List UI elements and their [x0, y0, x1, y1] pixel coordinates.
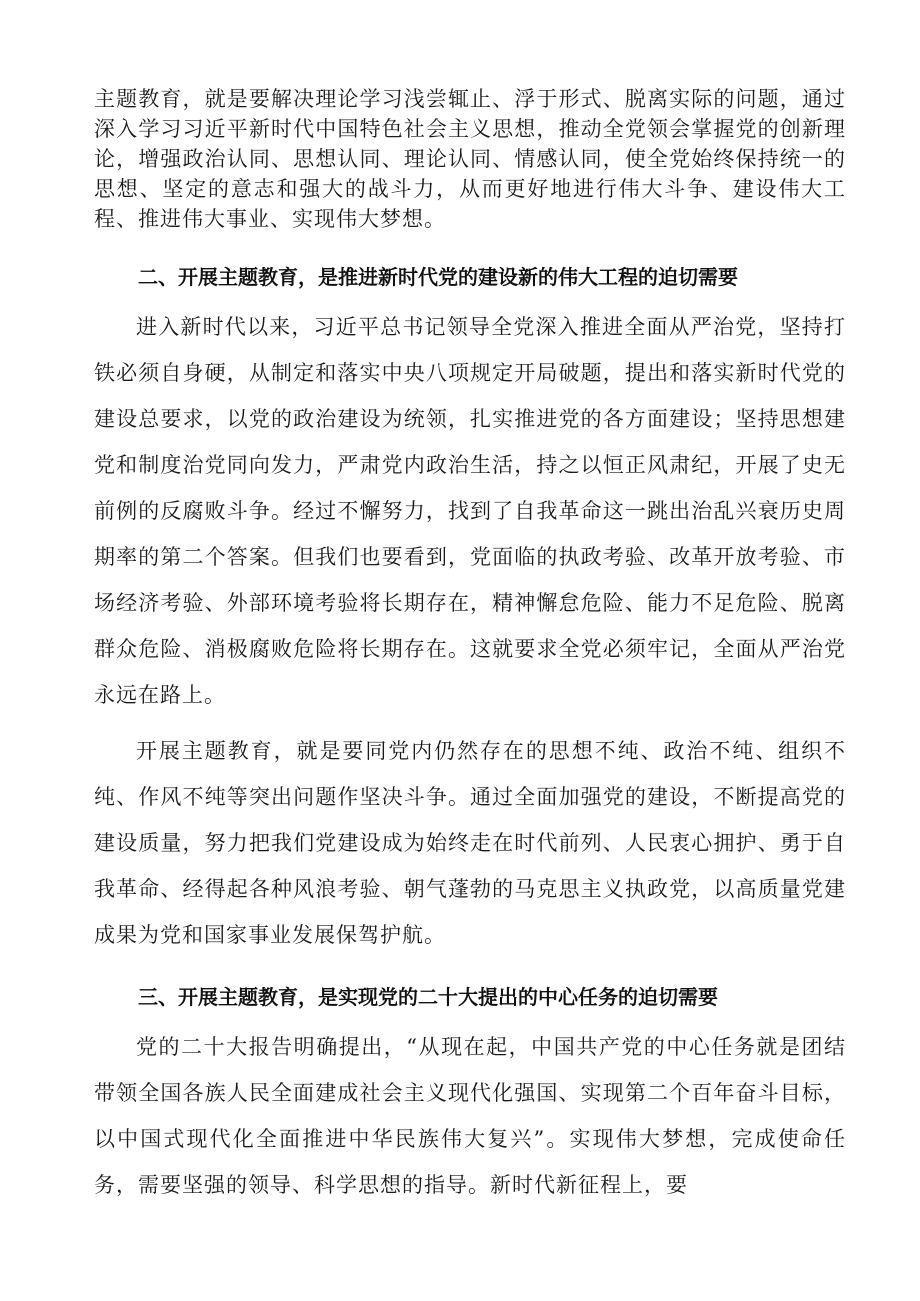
paragraph-body-theme-education-struggle: 开展主题教育，就是要同党内仍然存在的思想不纯、政治不纯、组织不纯、作风不纯等突出问题作坚决斗争。通过全面加强党的建设，不断提高党的建设质量，努力把我们党建设成为始终走在时代前列、人民衷心拥护、勇于自我革命、经得起各种风浪考验、朝气蓬勃的马克思主义执政党，以高质量党建成果为党和国家事业发展保驾护航。	[94, 739, 846, 947]
section-heading-2: 二、开展主题教育，是推进新时代党的建设新的伟大工程的迫切需要	[138, 265, 738, 289]
paragraph-continuation: 主题教育，就是要解决理论学习浅尝辄止、浮于形式、脱离实际的问题，通过深入学习习近平新时代中国特色社会主义思想，推动全党领会掌握党的创新理论，增强政治认同、思想认同、理论认同、情感认同，使全党始终保持统一的思想、坚定的意志和强大的战斗力，从而更好地进行伟大斗争、建设伟大工程、推进伟大事业、实现伟大梦想。	[94, 87, 846, 231]
document-body	[94, 84, 846, 1208]
section-heading-3: 三、开展主题教育，是实现党的二十大提出的中心任务的迫切需要	[138, 985, 718, 1009]
paragraph-body-central-task: 党的二十大报告明确提出，“从现在起，中国共产党的中心任务就是团结带领全国各族人民全面建成社会主义现代化强国、实现第二个百年奋斗目标，以中国式现代化全面推进中华民族伟大复兴”。实现伟大梦想，完成使命任务，需要坚强的领导、科学思想的指导。新时代新征程上，要	[94, 1035, 846, 1197]
paragraph-body-new-era-party-building: 进入新时代以来，习近平总书记领导全党深入推进全面从严治党，坚持打铁必须自身硬，从制定和落实中央八项规定开局破题，提出和落实新时代党的建设总要求，以党的政治建设为统领，扎实推进党的各方面建设；坚持思想建党和制度治党同向发力，严肃党内政治生活，持之以恒正风肃纪，开展了史无前例的反腐败斗争。经过不懈努力，找到了自我革命这一跳出治乱兴衰历史周期率的第二个答案。但我们也要看到，党面临的执政考验、改革开放考验、市场经济考验、外部环境考验将长期存在，精神懈怠危险、能力不足危险、脱离群众危险、消极腐败危险将长期存在。这就要求全党必须牢记，全面从严治党永远在路上。	[94, 315, 846, 707]
